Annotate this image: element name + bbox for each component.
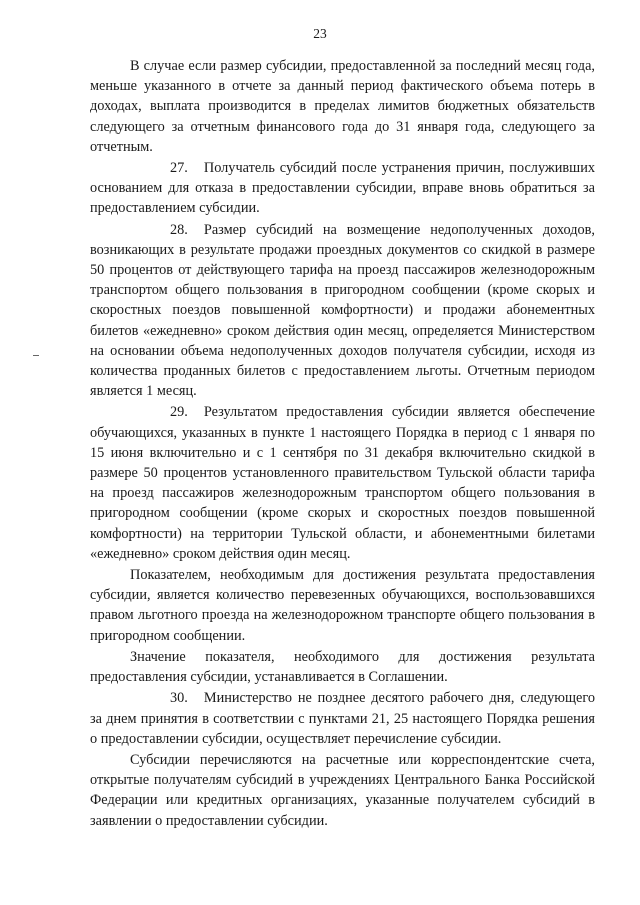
paragraph-indicator	[90, 565, 595, 646]
paragraph-text: Показателем, необходимым для достижения результата предоставления субсидии, является количество перевезенных обучающихся, воспользовавшихся правом льготного проезда на железнодорожном транспорте общего пользования в пригородном сообщении.	[90, 567, 595, 644]
paragraph-text: Размер субсидий на возмещение недополученных доходов, возникающих в результате продажи проездных документов со скидкой в размере 50 процентов от действующего тарифа на проезд пассажиров железнодорожным транспортом общего пользования в пригородном сообщении (кроме скорых и скоростных поездов повышенной комфортности) и продажи абонементных билетов «ежедневно» сроком действия один месяц, определяется Министерством на основании объема недополученных доходов получателя субсидии, исходя из количества проданных билетов с предоставлением льготы. Отчетным периодом является 1 месяц.	[90, 221, 595, 400]
paragraph-transfer	[90, 750, 595, 831]
paragraph-number: 28.	[170, 221, 188, 238]
margin-mark	[33, 355, 39, 356]
paragraph-carryover	[90, 56, 595, 157]
document-body	[90, 56, 595, 832]
paragraph-29	[90, 402, 595, 564]
paragraph-30	[90, 688, 595, 749]
paragraph-text: Результатом предоставления субсидии является обеспечение обучающихся, указанных в пункте 1 настоящего Порядка в период с 1 января по 15 июня включительно и с 1 сентября по 31 декабря включительно скидкой в размере 50 процентов установленного правительством Тульской области тарифа на проезд пассажиров железнодорожным транспортом общего пользования в пригородном сообщении (кроме скорых и скоростных поездов повышенной комфортности) на территории Тульской области, и абонементными билетами «ежедневно» сроком действия один месяц.	[90, 404, 595, 562]
paragraph-number: 29.	[170, 404, 188, 421]
paragraph-number: 30.	[170, 690, 188, 707]
page-number: 23	[313, 26, 327, 41]
paragraph-number: 27.	[170, 160, 188, 177]
paragraph-text: Субсидии перечисляются на расчетные или корреспондентские счета, открытые получателям субсидий в учреждениях Центрального Банка Российской Федерации или кредитных организациях, указанные получателем субсидий в заявлении о предоставлении субсидии.	[90, 751, 595, 829]
paragraph-text: В случае если размер субсидии, предоставленной за последний месяц года, меньше указанного в отчете за данный период фактического объема потерь в доходах, выплата производится в пределах лимитов бюджетных обязательств следующего за отчетным финансового года до 31 января года, следующего за отчетным.	[90, 58, 595, 155]
paragraph-text: Получатель субсидий после устранения причин, послуживших основанием для отказа в предоставлении субсидии, вправе вновь обратиться за предоставлением субсидии.	[90, 160, 595, 217]
paragraph-indicator-value	[90, 647, 595, 687]
paragraph-text: Значение показателя, необходимого для достижения результата предоставления субсидии, устанавливается в Соглашении.	[90, 648, 595, 686]
paragraph-27	[90, 158, 595, 219]
paragraph-text: Министерство не позднее десятого рабочего дня, следующего за днем принятия в соответствии с пунктами 21, 25 настоящего Порядка решения о предоставлении субсидии, осуществляет перечисление субсидии.	[90, 690, 595, 747]
paragraph-28	[90, 220, 595, 402]
